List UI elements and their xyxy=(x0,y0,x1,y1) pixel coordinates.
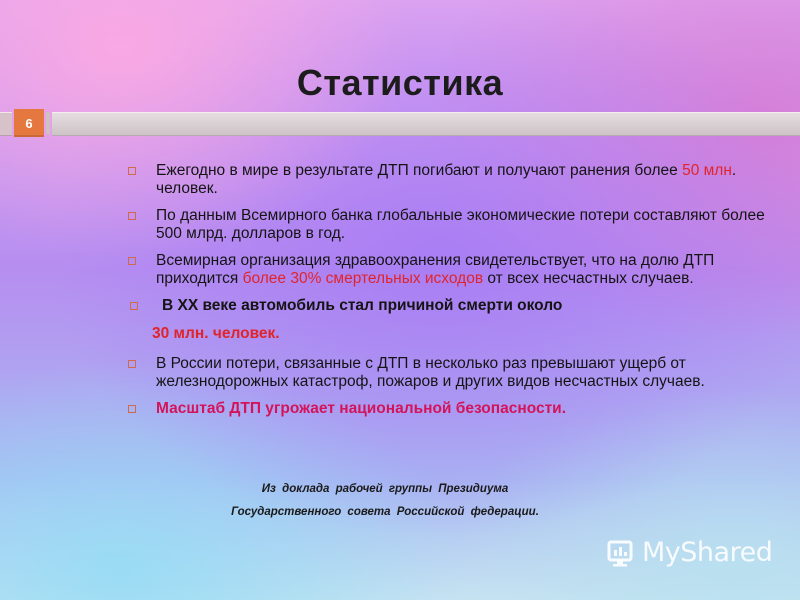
bullet-item-2-text: По данным Всемирного банка глобальные экономические потери составляют более 500 млрд. долларов в год. xyxy=(156,207,765,242)
bullet-item-6-text: Масштаб ДТП угрожает национальной безопасности. xyxy=(156,400,567,417)
square-bullet-icon xyxy=(130,302,138,310)
myshared-logo-text: MyShared xyxy=(642,537,773,568)
myshared-watermark xyxy=(606,537,772,568)
header-bar-left-segment xyxy=(0,112,12,136)
header-bar-right-segment xyxy=(52,112,800,136)
bullet-item-3-text-b: от всех несчастных случаев. xyxy=(483,270,694,287)
bullet-item-2 xyxy=(128,207,778,243)
bullet-item-5-text: В России потери, связанные с ДТП в несколько раз превышают ущерб от железнодорожных катастроф, пожаров и других видов несчастных случаев. xyxy=(156,355,705,390)
bullet-item-4-text: В XX веке автомобиль стал причиной смерти около xyxy=(162,297,563,314)
bullet-item-1 xyxy=(128,162,778,198)
bullet-item-3-highlight: более 30% смертельных исходов xyxy=(242,270,484,287)
bullet-item-4 xyxy=(128,297,778,315)
bullet-item-3-text-a: Всемирная организация здравоохранения свидетельствует, что на долю ДТП приходится xyxy=(156,252,715,287)
bullet-item-5 xyxy=(128,355,778,391)
bullet-item-1-highlight: 50 млн xyxy=(682,162,732,179)
slide-title: Статистика xyxy=(296,62,504,103)
source-line-1: Из доклада рабочей группы Президиума xyxy=(261,483,509,495)
bullet-item-1-text-b: . человек. xyxy=(156,162,737,197)
deaths-figure-line: 30 млн. человек. xyxy=(152,325,280,342)
square-bullet-icon xyxy=(128,405,136,413)
header-bar-divider xyxy=(46,112,50,134)
bullet-item-6 xyxy=(128,400,778,418)
square-bullet-icon xyxy=(128,167,136,175)
bullet-list xyxy=(128,162,778,427)
square-bullet-icon xyxy=(128,257,136,265)
slide-header-bar xyxy=(0,109,800,137)
source-line-2: Государственного совета Российской федерации. xyxy=(231,506,539,518)
bullet-item-3 xyxy=(128,252,778,288)
square-bullet-icon xyxy=(128,212,136,220)
myshared-logo-icon xyxy=(606,538,636,568)
bullet-item-1-text-a: Ежегодно в мире в результате ДТП погибают и получают ранения более xyxy=(156,162,683,179)
slide-number-badge: 6 xyxy=(14,109,44,137)
square-bullet-icon xyxy=(128,360,136,368)
